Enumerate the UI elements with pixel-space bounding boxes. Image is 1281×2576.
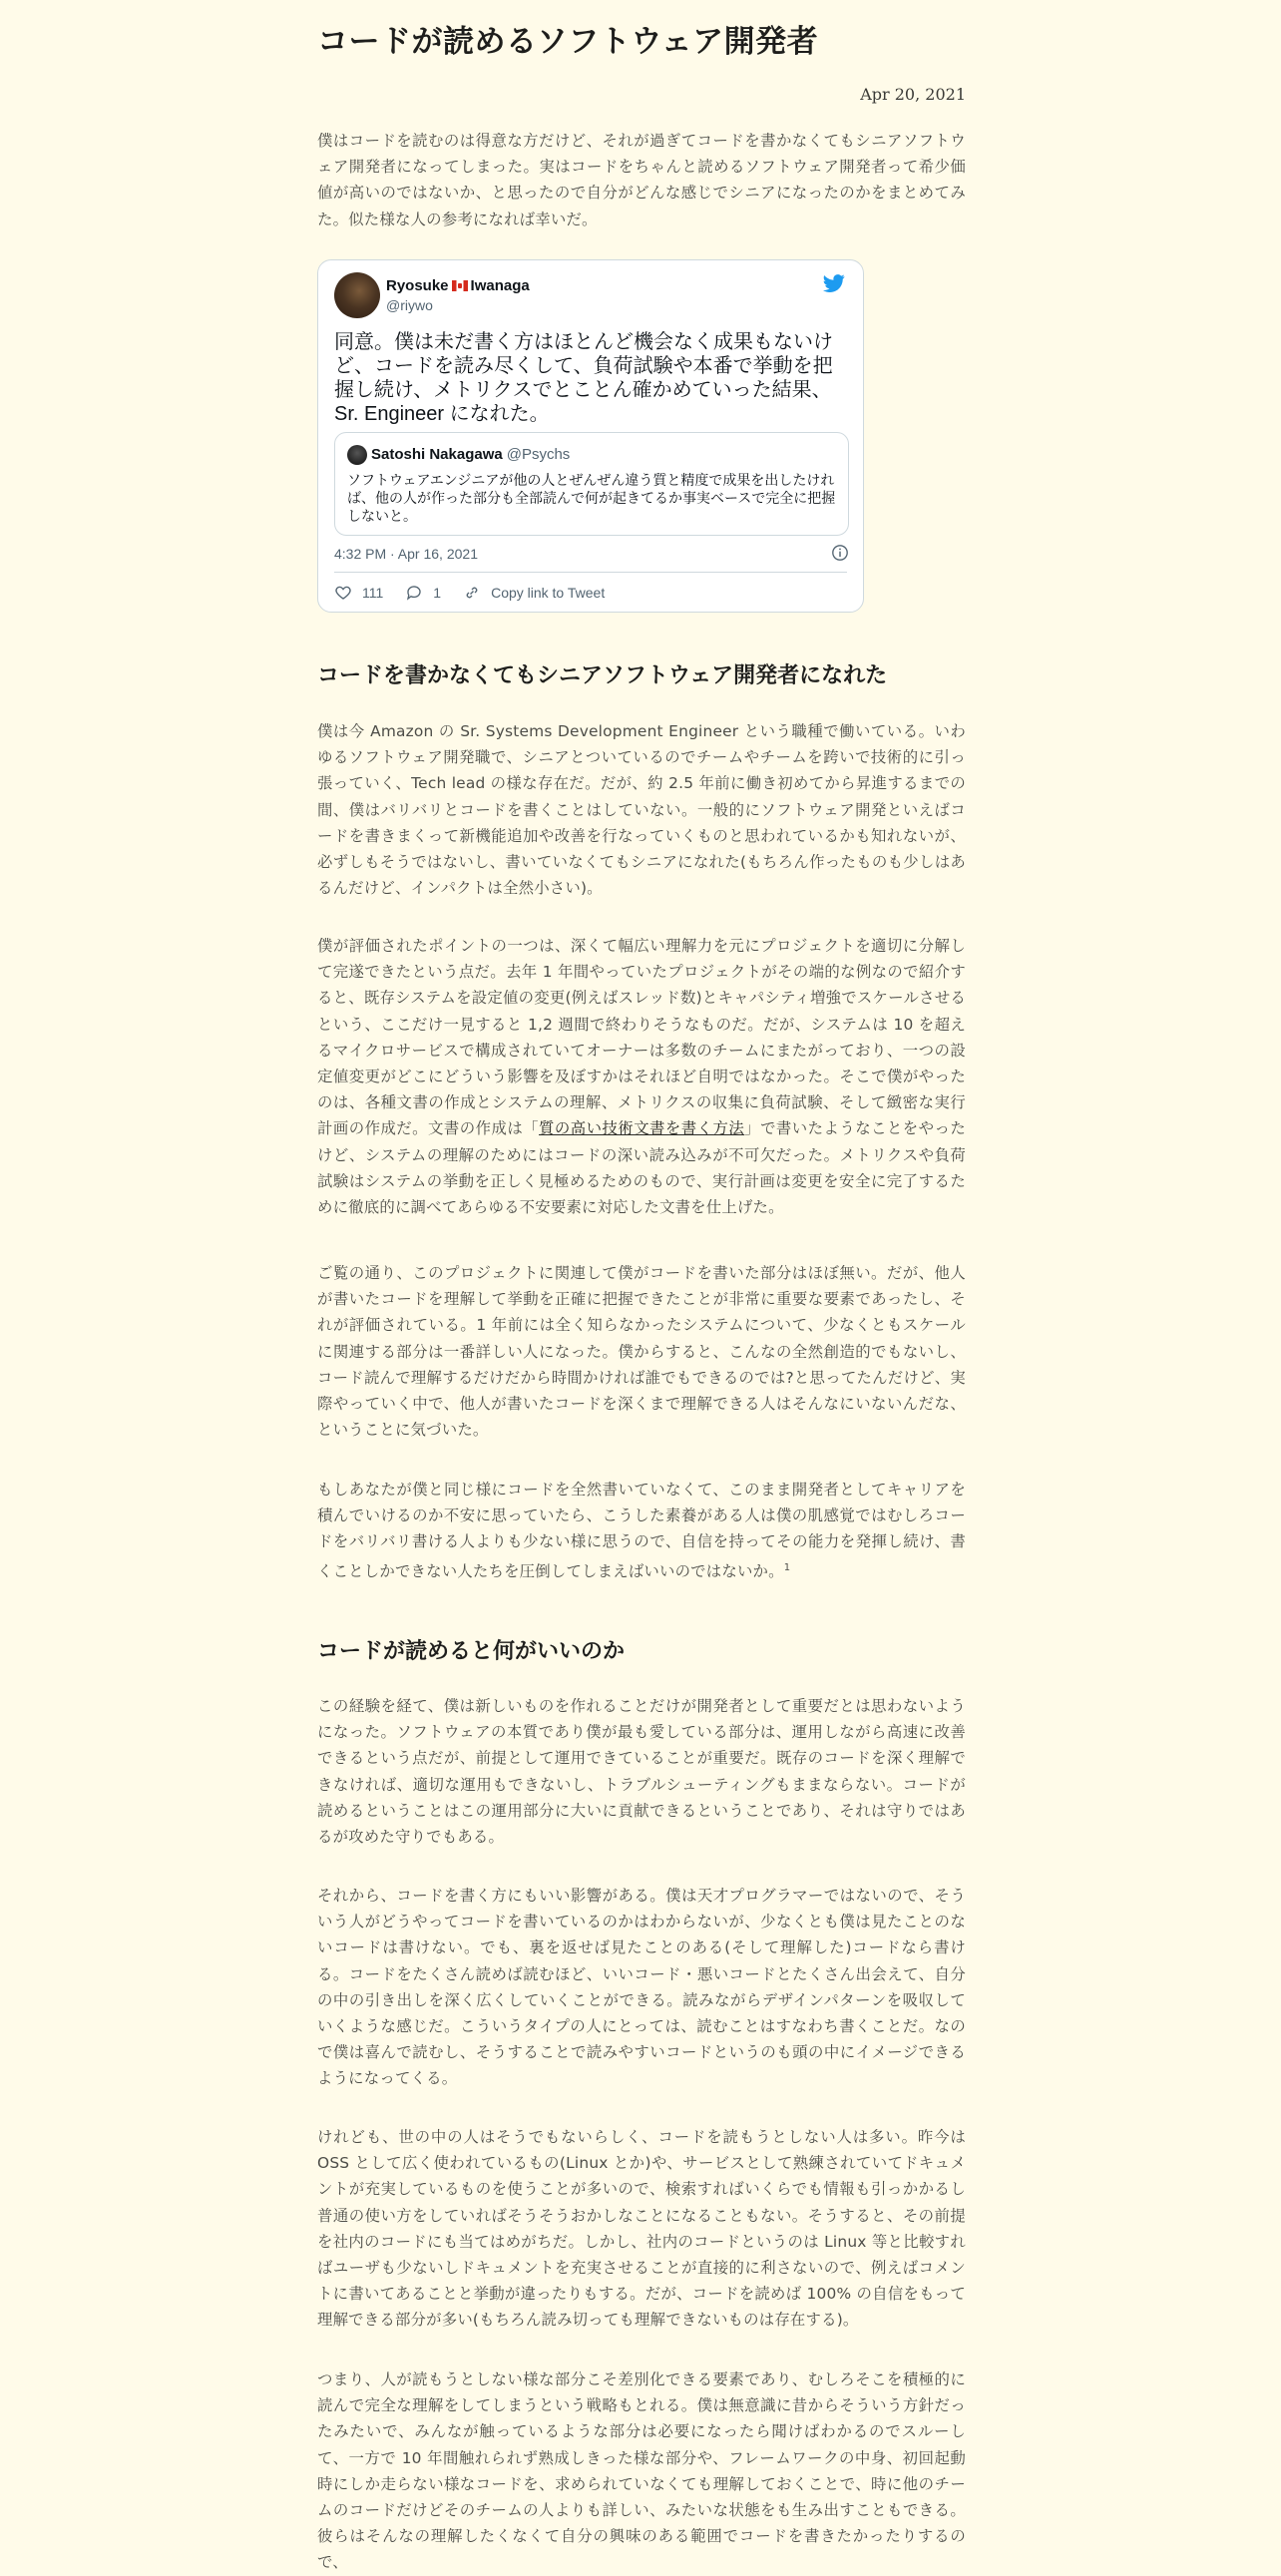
paragraph-text: 僕が評価されたポイントの一つは、深くて幅広い理解力を元にプロジェクトを適切に分解して完遂できたという点だ。去年 1 年間やっていたプロジェクトがその端的な例なので紹介すると、既存システムを設定値の変更(例えばスレッド数)とキャパシティ増強でスケールさせるという、ここだけ一見すると 1,2 週間で終わりそうなものだ。だが、システムは 10 を超えるマイクロサービスで構成されていてオーナーは多数のチームにまたがっており、一つの設定値変更がどこにどういう影響を及ぼすかはそれほど自明ではなかった。そこで僕がやったのは、各種文書の作成とシステムの理解、メトリクスの収集に負荷試験、そして緻密な実行計画の作成だ。文書の作成は「 (317, 937, 966, 1138)
tweet-author-name[interactable] (386, 277, 530, 294)
paragraph-text: 」で書いたようなことをやったけど、システムの理解のためにはコードの深い読み込みが不可欠だった。メトリクスや負荷試験はシステムの挙動を正しく見極めるためのもので、実行計画は変更を安全に完了するために徹底的に調べてあらゆる不安要素に対応した文書を仕上げた。 (317, 1119, 966, 1217)
info-icon[interactable] (831, 544, 849, 562)
quoted-author-name: Satoshi Nakagawa (371, 446, 503, 463)
paragraph: つまり、人が読もうとしない様な部分こそ差別化できる要素であり、むしろそこを積極的に読んで完全な理解をしてしまうという戦略もとれる。僕は無意識に昔からそういう方針だったみたいで、みんなが触っているような部分は必要になったら聞けばわかるのでスルーして、一方で 10 年間触れられず熟成しきった様な部分や、フレームワークの中身、初回起動時にしか走らない様なコードを、求められていなくても理解しておくことで、時に他のチームのコードだけどそのチームの人よりも詳しい、みたいな状態をも生み出すこともできる。彼らはそんなの理解したくなくて自分の興味のある範囲でコードを書きたかったりするので、 (317, 2370, 966, 2572)
paragraph: ご覧の通り、このプロジェクトに関連して僕がコードを書いた部分はほぼ無い。だが、他人が書いたコードを理解して挙動を正確に把握できたことが非常に重要な要素であったし、それが評価されている。1 年前には全く知らなかったシステムについて、少なくともスケールに関連する部分は一番詳しい人になった。僕からすると、こんなの全然創造的でもないし、コード読んで理解するだけだから時間かければ誰でもできるのでは?と思ってたんだけど、実際やっていく中で、他人が書いたコードを深くまで理解できる人はそんなにいないんだな、ということに気づいた。 (317, 1264, 966, 1440)
quoted-tweet-text: ソフトウェアエンジニアが他の人とぜんぜん違う質と精度で成果を出したければ、他の人が作った部分も全部読んで何が起きてるか事実ベースで完全に把握しないと。 (347, 472, 836, 524)
like-button[interactable] (334, 584, 383, 602)
tweet-author-last: Iwanaga (470, 277, 530, 294)
footnote-ref[interactable]: 1 (783, 1561, 791, 1573)
avatar[interactable] (334, 272, 380, 318)
reply-icon (405, 584, 423, 602)
embedded-tweet[interactable] (317, 259, 864, 613)
reply-button[interactable] (405, 584, 441, 602)
reply-count: 1 (433, 585, 442, 601)
tweet-timestamp[interactable]: 4:32 PM · Apr 16, 2021 (334, 546, 478, 562)
tweet-author-first: Ryosuke (386, 277, 449, 294)
like-count: 111 (362, 585, 384, 601)
section-heading-senior: コードを書かなくてもシニアソフトウェア開発者になれた (317, 663, 888, 688)
copy-link-button[interactable] (463, 584, 605, 602)
paragraph: この経験を経て、僕は新しいものを作れることだけが開発者として重要だとは思わないようになった。ソフトウェアの本質であり僕が最も愛している部分は、運用しながら高速に改善できるという点だが、前提として運用できていることが重要だ。既存のコードを深く理解できなければ、適切な運用もできないし、トラブルシューティングもままならない。コードが読めるということはこの運用部分に大いに貢献できるということであり、それは守りではあるが攻めた守りでもある。 (317, 1697, 966, 1847)
paragraph-text: もしあなたが僕と同じ様にコードを全然書いていなくて、このまま開発者としてキャリアを積んでいけるのか不安に思っていたら、こうした素養がある人は僕の肌感覚ではむしろコードをバリバリ書ける人よりも少ない様に思うので、自信を持ってその能力を発揮し続け、書くことしかできない人たちを圧倒してしまえばいいのではないか。 (317, 1481, 966, 1580)
tweet-text: 同意。僕は未だ書く方はほとんど機会なく成果もないけど、コードを読み尽くして、負荷試験や本番で挙動を把握し続け、メトリクスでとことん確かめていった結果、Sr. Engineer になれた。 (334, 331, 833, 425)
section-heading-benefits: コードが読めると何がいいのか (317, 1639, 626, 1664)
quoted-author (371, 446, 570, 463)
canada-flag-icon (452, 280, 468, 291)
article-title: コードが読めるソフトウェア開発者 (317, 24, 819, 60)
quoted-tweet[interactable] (334, 432, 849, 536)
paragraph: けれども、世の中の人はそうでもないらしく、コードを読もうとしない人は多い。昨今は OSS として広く使われているもの(Linux とか)や、サービスとして熟練されていてドキュメントが充実しているものを使うことが多いので、検索すればいくらでも情報も引っかかるし普通の使い方をしていればそうそうおかしなことになることもない。そうすると、その前提を社内のコードにも当てはめがちだ。しかし、社内のコードというのは Linux 等と比較すればユーザも少ないしドキュメントを充実させることが直接的に利さないので、例えばコメントに書いてあることと挙動が違ったりもする。だが、コードを読めば 100% の自信をもって理解できる部分が多い(もちろん読み切っても理解できないものは存在する)。 (317, 2128, 966, 2330)
tweet-actions (334, 584, 627, 602)
quoted-avatar (347, 445, 367, 465)
heart-icon (334, 584, 352, 602)
paragraph (317, 933, 966, 1220)
twitter-bird-icon[interactable] (821, 272, 847, 294)
intro-paragraph: 僕はコードを読むのは得意な方だけど、それが過ぎてコードを書かなくてもシニアソフトウェア開発者になってしまった。実はコードをちゃんと読めるソフトウェア開発者って希少価値が高いのではないか、と思ったので自分がどんな感じでシニアになったのかをまとめてみた。似た様な人の参考になれば幸いだ。 (317, 132, 966, 228)
tweet-author-handle[interactable]: @riywo (386, 297, 433, 313)
paragraph (317, 1477, 966, 1584)
paragraph: 僕は今 Amazon の Sr. Systems Development Engineer という職種で働いている。いわゆるソフトウェア開発職で、シニアとついているのでチームやチームを跨いで技術的に引っ張っていく、Tech lead の様な存在だ。だが、約 2.5 年前に働き初めてから昇進するまでの間、僕はバリバリとコードを書くことはしていない。一般的にソフトウェア開発といえばコードを書きまくって新機能追加や改善を行なっていくものと思われているかも知れないが、必ずしもそうではないし、書いていなくてもシニアになれた(もちろん作ったものも少しはあるんだけど、インパクトは全然小さい)。 (317, 722, 966, 898)
link-icon (463, 584, 481, 602)
tweet-divider (334, 572, 847, 573)
quoted-author-handle: @Psychs (506, 446, 571, 463)
publish-date: Apr 20, 2021 (860, 85, 966, 104)
paragraph: それから、コードを書く方にもいい影響がある。僕は天才プログラマーではないので、そういう人がどうやってコードを書いているのかはわからないが、少なくとも僕は見たことのないコードは書けない。でも、裏を返せば見たことのある(そして理解した)コードなら書ける。コードをたくさん読めば読むほど、いいコード・悪いコードとたくさん出会えて、自分の中の引き出しを深く広くしていくことができる。読みながらデザインパターンを吸収していくような感じだ。こういうタイプの人にとっては、読むことはすなわち書くことだ。なので僕は喜んで読むし、そうすることで読みやすいコードというのも頭の中にイメージできるようになってくる。 (317, 1887, 966, 2088)
copy-link-label: Copy link to Tweet (491, 585, 606, 601)
tech-doc-article-link[interactable]: 質の高い技術文書を書く方法 (539, 1119, 745, 1138)
